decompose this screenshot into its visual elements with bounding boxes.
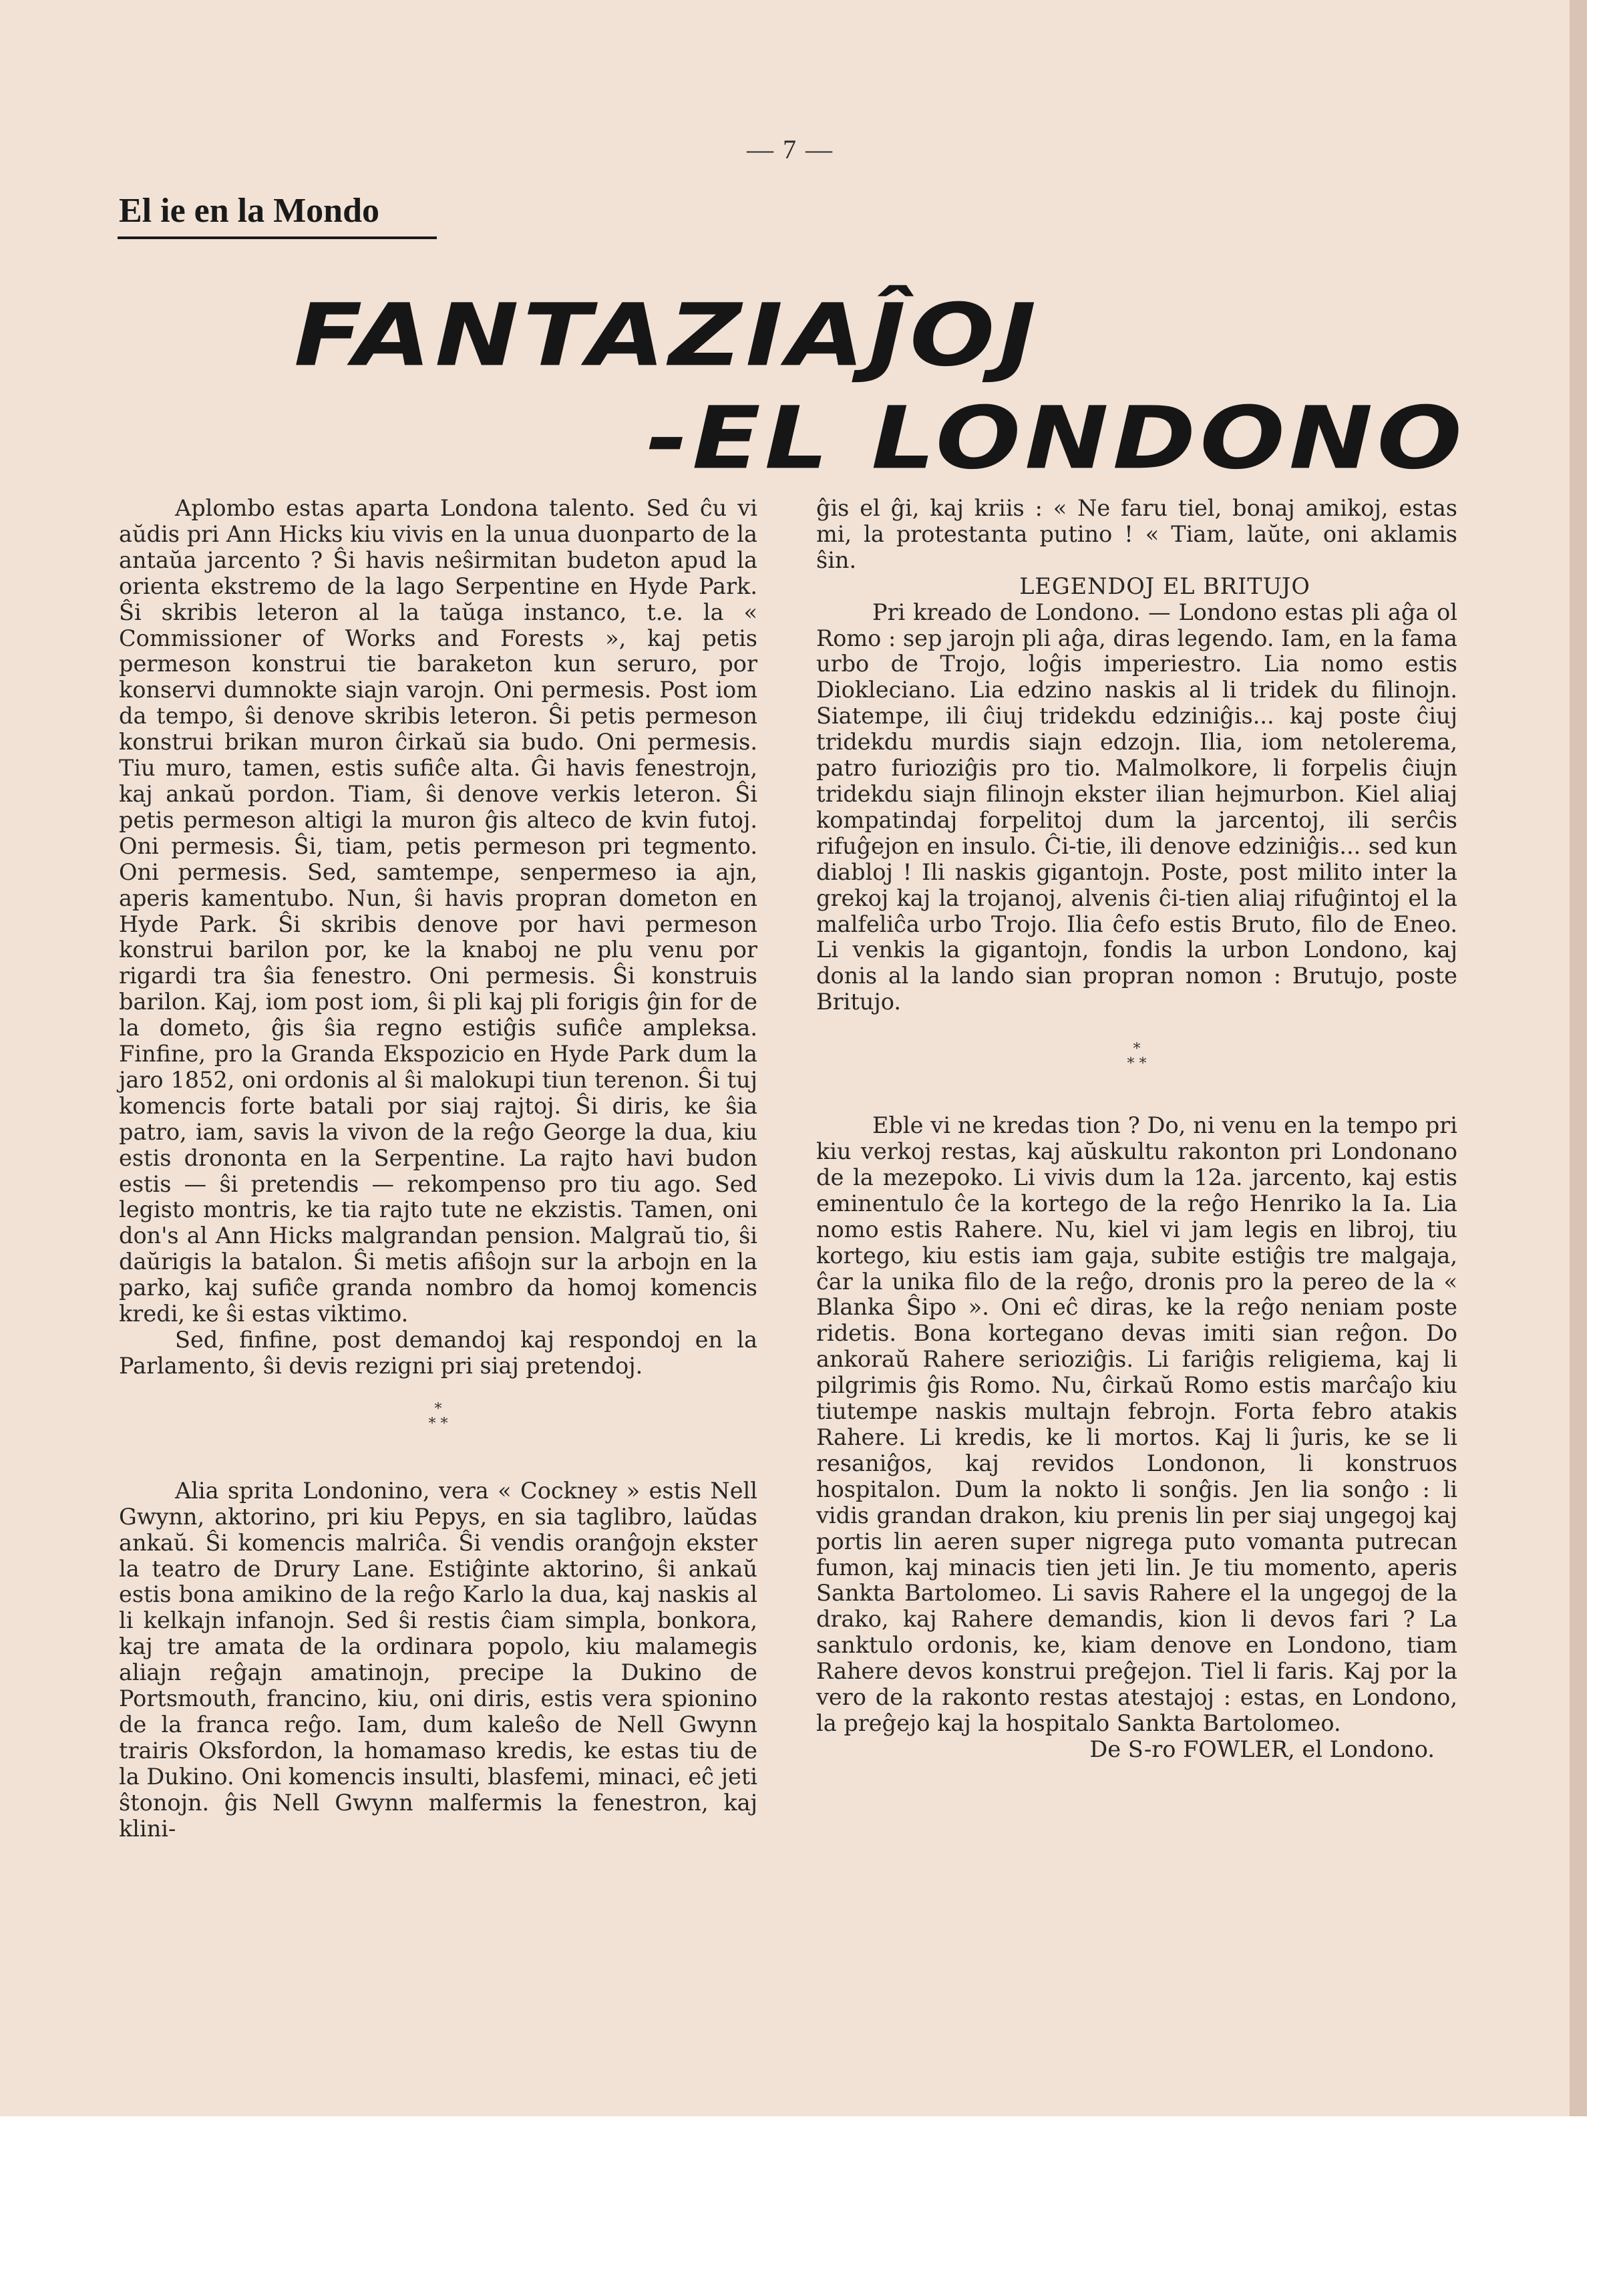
section-underline	[118, 236, 437, 239]
asterism-divider: * * *	[428, 1400, 448, 1432]
asterism-divider: * * *	[1127, 1041, 1147, 1073]
left-column	[119, 496, 757, 1842]
paragraph-kreado-de-londono: Pri kreado de Londono. — Londono estas pli aĝa ol Romo : sep jarojn pli aĝa, diras legendo. Iam, en la fama urbo de Trojo, loĝis imperiestro. Lia nomo estis Diokleciano. Lia edzino naskis al li tridek du filinojn. Siatempe, ili ĉiuj tridekdu edziniĝis... kaj poste ĉiuj tridekdu murdis siajn edzojn. Ilia, iom netolerema, patro furioziĝis pro tio. Malmolkore, li forpelis ĉiujn tridekdu siajn filinojn ekster ilian hejmurbon. Kiel aliaj kompatindaj forpelitoj dum la jarcentoj, ili serĉis rifuĝejon en insulo. Ĉi-tie, ili denove edziniĝis... sed kun diabloj ! Ili naskis gigantojn. Poste, post milito inter la grekoj kaj la trojanoj, alvenis ĉi-tien aliaj rifuĝintoj el la malfeliĉa urbo Trojo. Ilia ĉefo estis Bruto, filo de Eneo. Li venkis la gigantojn, fondis la urbon Londono, kaj donis al la lando sian propran nomon : Brutujo, poste Britujo.	[816, 599, 1457, 1015]
article-title-line-2: -EL LONDONO	[647, 388, 1466, 489]
author-signature: De S-ro FOWLER, el Londono.	[1089, 1736, 1435, 1762]
page-number: — 7 —	[747, 134, 834, 164]
section-label: El ie en la Mondo	[119, 192, 380, 230]
subheading-legendoj: LEGENDOJ EL BRITUJO	[1019, 572, 1310, 599]
paragraph-nell-gwynn: Alia sprita Londonino, vera « Cockney » estis Nell Gwynn, aktorino, pri kiu Pepys, en sia taglibro, laŭdas ankaŭ. Ŝi komencis malriĉa. Ŝi vendis oranĝojn ekster la teatro de Drury Lane. Estiĝinte aktorino, ŝi ankaŭ estis bona amikino de la reĝo Karlo la dua, kaj naskis al li kelkajn infanojn. Sed ŝi restis ĉiam simpla, bonkora, kaj tre amata de la ordinara popolo, kiu malamegis aliajn reĝajn amatinojn, precipe la Dukino de Portsmouth, francino, kiu, oni diris, estis vera spionino de la franca reĝo. Iam, dum kaleŝo de Nell Gwynn trairis Oksfordon, la homamaso kredis, ke estas tiu de la Dukino. Oni komencis insulti, blasfemi, minaci, eĉ jeti ŝtonojn. ĝis Nell Gwynn malfermis la fenestron, kaj klini-	[119, 1477, 757, 1842]
right-column	[816, 496, 1457, 1763]
article-title-line-1: FANTAZIAĴOJ	[294, 285, 1041, 386]
paragraph-rahere: Eble vi ne kredas tion ? Do, ni venu en la tempo pri kiu verkoj restas, kaj aŭskultu rakonton pri Londonano de la mezepoko. Li vivis dum la 12a. jarcento, kaj estis eminentulo ĉe la kortego de la reĝo Henriko la Ia. Lia nomo estis Rahere. Nu, kiel vi jam legis en libroj, tiu kortego, kiu estis iam gaja, subite estiĝis tre malgaja, ĉar la unika filo de la reĝo, dronis pro la pereo de la « Blanka Ŝipo ». Oni eĉ diras, ke la reĝo neniam poste ridetis. Bona kortegano devas imiti sian reĝon. Do ankoraŭ Rahere serioziĝis. Li fariĝis religiema, kaj li pilgrimis ĝis Romo. Nu, ĉirkaŭ Romo estis marĉaĵo kiu tiutempe naskis multajn febrojn. Forta febro atakis Rahere. Li kredis, ke li mortos. Kaj li ĵuris, ke se li resaniĝos, kaj revidos Londonon, li konstruos hospitalon. Dum la nokto li sonĝis. Jen lia sonĝo : li vidis grandan drakon, kiu prenis lin per siaj ungegoj kaj portis lin aeren super nigrega puto vomanta putrecan fumon, kaj minacis tien jeti lin. Je tiu momento, aperis Sankta Bartolomeo. Li savis Rahere el la ungegoj de la drako, kaj Rahere demandis, kion li devos fari ? La sanktulo ordonis, ke, kiam denove en Londono, tiam Rahere devos konstrui preĝejon. Tiel li faris. Kaj por la vero de la rakonto restas atestajoj : estas, en Londono, la preĝejo kaj la hospitalo Sankta Bartolomeo.	[816, 1112, 1457, 1736]
paragraph-continuation: ĝis el ĝi, kaj kriis : « Ne faru tiel, bonaj amikoj, estas mi, la protestanta putino ! « Tiam, laŭte, oni aklamis ŝin.	[816, 495, 1457, 573]
paragraph-parlamento: Sed, finfine, post demandoj kaj respondoj en la Parlamento, ŝi devis rezigni pri siaj pretendoj.	[119, 1327, 757, 1379]
paragraph-ann-hicks: Aplombo estas aparta Londona talento. Sed ĉu vi aŭdis pri Ann Hicks kiu vivis en la unua duonparto de la antaŭa jarcento ? Ŝi havis neŝirmitan budeton apud la orienta ekstremo de la lago Serpentine en Hyde Park. Ŝi skribis leteron al la taŭga instanco, t.e. la « Commissioner of Works and Forests », kaj petis permeson konstrui tie baraketon kun seruro, por konservi dumnokte siajn varojn. Oni permesis. Post iom da tempo, ŝi denove skribis leteron. Ŝi petis permeson konstrui brikan muron ĉirkaŭ sia budo. Oni permesis. Tiu muro, tamen, estis sufiĉe alta. Ĝi havis fenestrojn, kaj ankaŭ pordon. Tiam, ŝi denove verkis leteron. Ŝi petis permeson altigi la muron ĝis alteco de kvin futoj. Oni permesis. Ŝi, tiam, petis permeson pri tegmento. Oni permesis. Sed, samtempe, senpermeso ia ajn, aperis kamentubo. Nun, ŝi havis propran dometon en Hyde Park. Ŝi skribis denove por havi permeson konstrui barilon por, ke la knaboj ne plu venu por rigardi tra ŝia fenestro. Oni permesis. Ŝi konstruis barilon. Kaj, iom post iom, ŝi pli kaj pli forigis ĝin for de la dometo, ĝis ŝia regno estiĝis sufiĉe ampleksa. Finfine, pro la Granda Ekspozicio en Hyde Park dum la jaro 1852, oni ordonis al ŝi malokupi tiun terenon. Ŝi tuj komencis forte batali por siaj rajtoj. Ŝi diris, ke ŝia patro, iam, savis la vivon de la reĝo George la dua, kiu estis drononta en la Serpentine. La rajto havi budon estis — ŝi pretendis — rekompenso pro tiu ago. Sed legisto montris, ke tia rajto tute ne ekzistis. Tamen, oni don's al Ann Hicks malgrandan pension. Malgraŭ tio, ŝi daŭrigis la batalon. Ŝi metis afiŝojn sur la arbojn en la parko, kaj sufiĉe granda nombro da homoj komencis kredi, ke ŝi estas viktimo.	[119, 495, 757, 1327]
page-edge	[1570, 0, 1587, 2116]
